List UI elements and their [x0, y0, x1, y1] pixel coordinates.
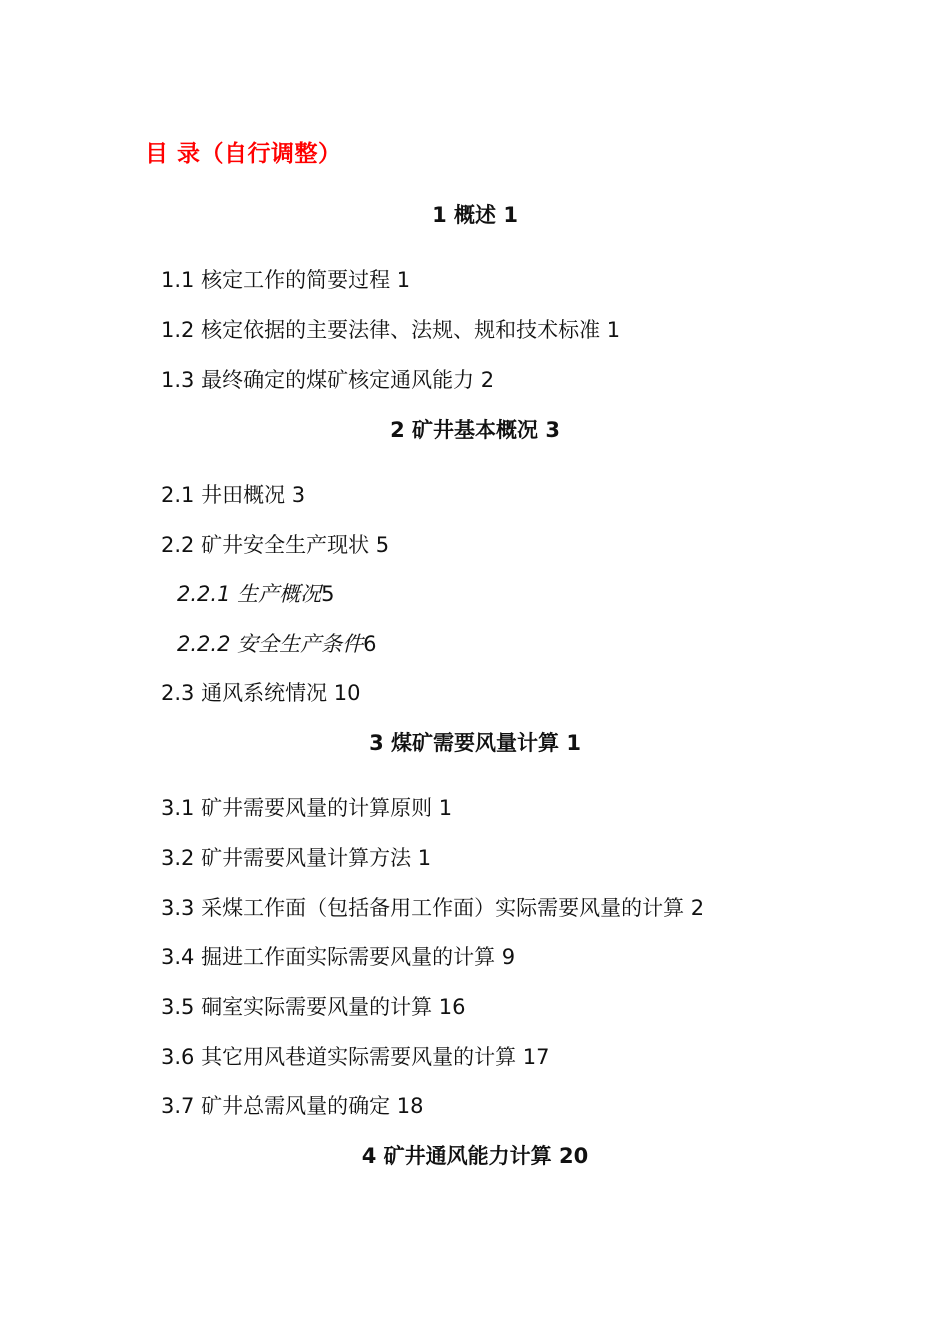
toc-section-title: 3.1 矿井需要风量的计算原则: [161, 796, 433, 820]
toc-subsection-title: 2.2.2 安全生产条件: [177, 632, 364, 656]
toc-chapter-1[interactable]: [0, 200, 950, 230]
toc-page-number: 2: [480, 368, 495, 392]
toc-section-3-6[interactable]: [161, 1042, 550, 1072]
toc-section-3-5[interactable]: [161, 992, 466, 1022]
toc-subsection-2-2-1[interactable]: [177, 579, 334, 609]
toc-subsection-2-2-2[interactable]: [177, 629, 376, 659]
toc-section-2-1[interactable]: [161, 480, 305, 510]
toc-page-number: 10: [333, 681, 361, 705]
toc-page-number: 17: [522, 1045, 550, 1069]
toc-page-number: 1: [438, 796, 453, 820]
toc-chapter-title: 2 矿井基本概况: [390, 418, 538, 442]
toc-chapter-title: 4 矿井通风能力计算: [361, 1144, 552, 1168]
toc-section-title: 1.3 最终确定的煤矿核定通风能力: [161, 368, 475, 392]
toc-chapter-4[interactable]: [0, 1141, 950, 1171]
toc-section-title: 3.3 采煤工作面（包括备用工作面）实际需要风量的计算: [161, 896, 685, 920]
toc-page-number: 1: [606, 318, 621, 342]
toc-section-title: 1.2 核定依据的主要法律、法规、规和技术标准: [161, 318, 601, 342]
toc-page-number: 3: [545, 418, 560, 442]
toc-chapter-2[interactable]: [0, 415, 950, 445]
toc-page-number: 1: [566, 731, 581, 755]
toc-section-3-1[interactable]: [161, 793, 452, 823]
toc-page-number: 5: [321, 582, 335, 606]
toc-section-title: 2.3 通风系统情况: [161, 681, 328, 705]
toc-page-number: 18: [396, 1094, 424, 1118]
toc-subsection-title: 2.2.1 生产概况: [177, 582, 322, 606]
toc-section-title: 3.5 硐室实际需要风量的计算: [161, 995, 433, 1019]
toc-page-number: 9: [501, 945, 516, 969]
toc-section-1-3[interactable]: [161, 365, 494, 395]
toc-section-3-2[interactable]: [161, 843, 431, 873]
toc-page-number: 1: [396, 268, 411, 292]
toc-page-number: 16: [438, 995, 466, 1019]
toc-section-title: 3.7 矿井总需风量的确定: [161, 1094, 391, 1118]
toc-section-2-2[interactable]: [161, 530, 389, 560]
toc-section-3-7[interactable]: [161, 1091, 424, 1121]
toc-chapter-title: 3 煤矿需要风量计算: [369, 731, 559, 755]
toc-section-2-3[interactable]: [161, 678, 361, 708]
toc-section-title: 3.4 掘进工作面实际需要风量的计算: [161, 945, 496, 969]
toc-section-1-1[interactable]: [161, 265, 410, 295]
toc-page-number: 5: [375, 533, 390, 557]
toc-section-title: 3.6 其它用风巷道实际需要风量的计算: [161, 1045, 517, 1069]
toc-page-number: 1: [503, 203, 518, 227]
toc-page-number: 1: [417, 846, 432, 870]
toc-title: 目 录（自行调整）: [145, 141, 342, 167]
toc-section-title: 2.2 矿井安全生产现状: [161, 533, 370, 557]
toc-section-3-3[interactable]: [161, 893, 704, 923]
toc-section-title: 3.2 矿井需要风量计算方法: [161, 846, 412, 870]
toc-page-number: 6: [363, 632, 377, 656]
toc-chapter-title: 1 概述: [432, 203, 496, 227]
toc-chapter-3[interactable]: [0, 728, 950, 758]
toc-page-number: 20: [559, 1144, 589, 1168]
toc-section-3-4[interactable]: [161, 942, 515, 972]
toc-page-number: 3: [291, 483, 306, 507]
toc-section-1-2[interactable]: [161, 315, 620, 345]
toc-section-title: 2.1 井田概况: [161, 483, 286, 507]
toc-page-number: 2: [690, 896, 705, 920]
toc-section-title: 1.1 核定工作的简要过程: [161, 268, 391, 292]
